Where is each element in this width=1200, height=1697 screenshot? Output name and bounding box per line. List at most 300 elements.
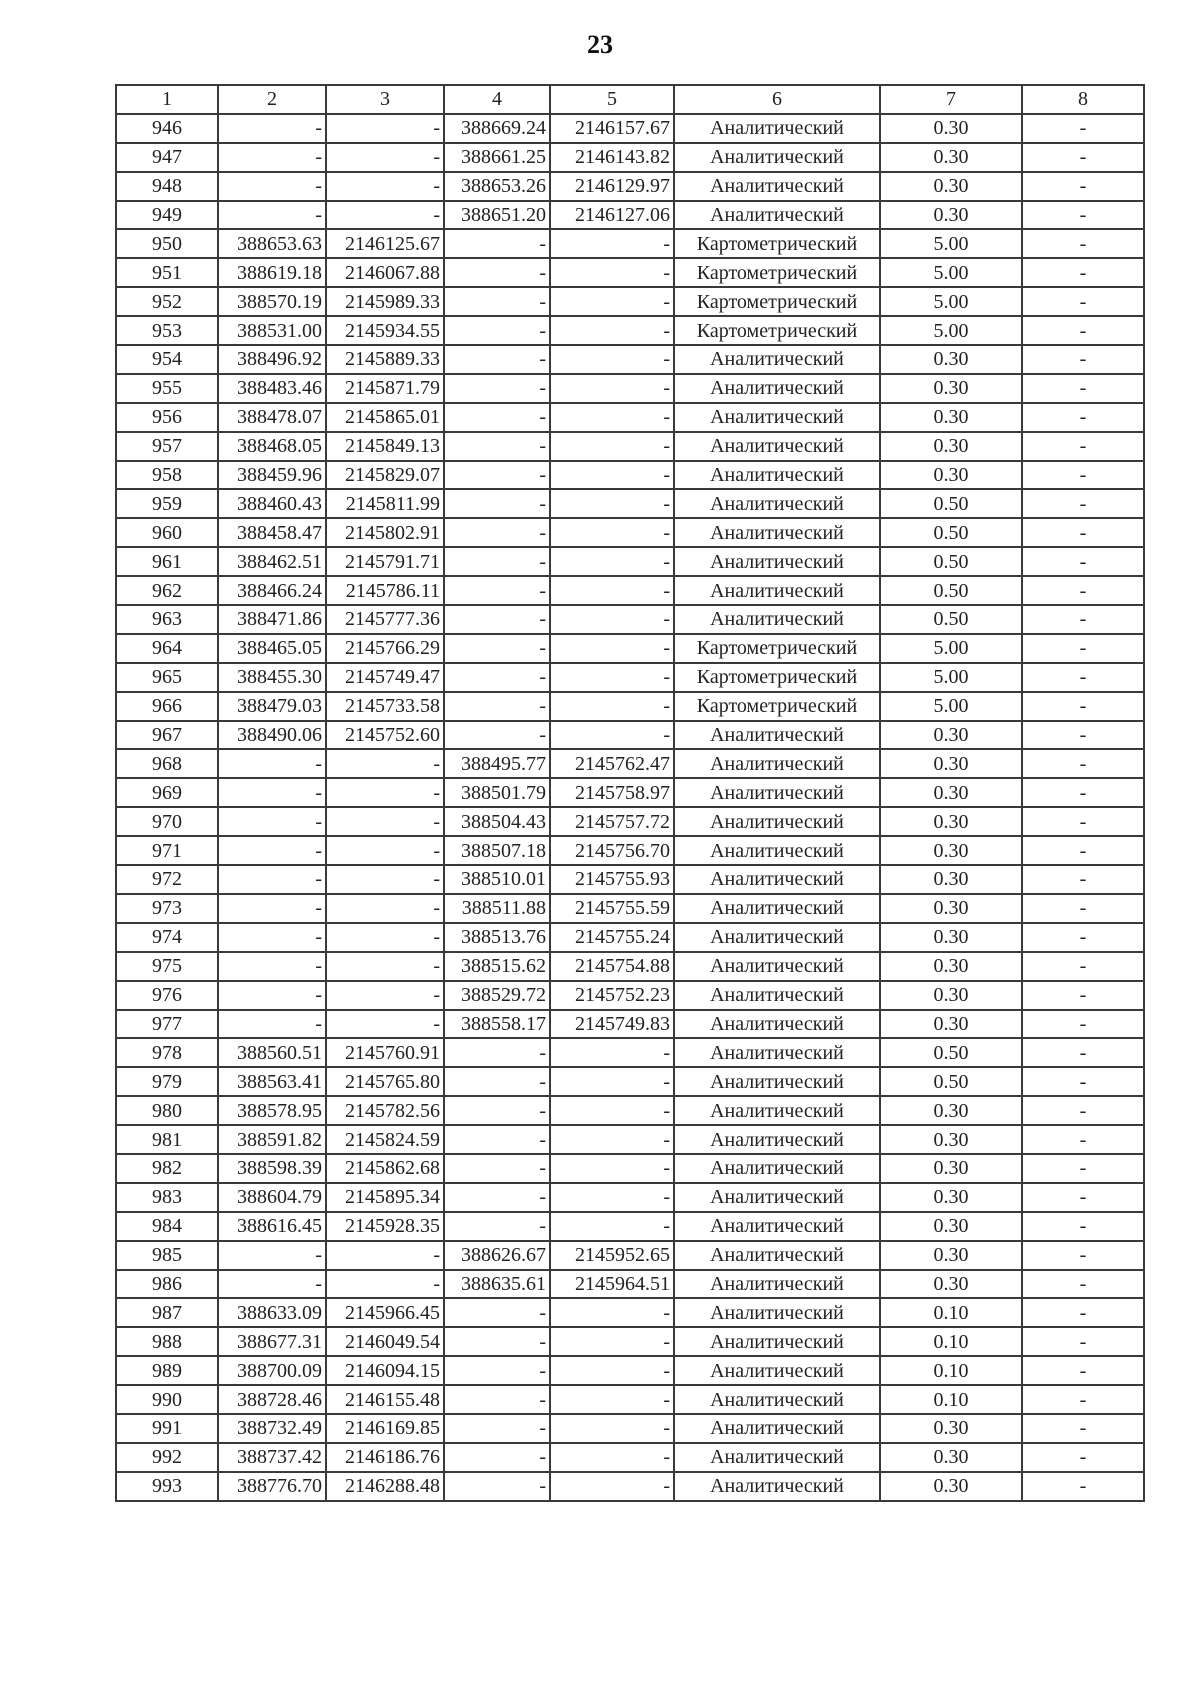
existing-x-cell: 388483.46 [218, 374, 326, 403]
accuracy-cell: 0.30 [880, 114, 1022, 143]
new-x-cell: 388661.25 [444, 143, 550, 172]
column-header: 6 [674, 85, 880, 114]
table-row [116, 1010, 1144, 1039]
table-row [116, 692, 1144, 721]
point-number-cell: 966 [116, 692, 218, 721]
accuracy-cell: 0.30 [880, 143, 1022, 172]
method-cell: Аналитический [674, 836, 880, 865]
coordinates-table [115, 84, 1145, 1502]
description-cell: - [1022, 663, 1144, 692]
point-number-cell: 979 [116, 1067, 218, 1096]
existing-y-cell: 2145966.45 [326, 1298, 444, 1327]
new-y-cell: - [550, 1183, 674, 1212]
description-cell: - [1022, 287, 1144, 316]
column-header: 2 [218, 85, 326, 114]
new-y-cell: - [550, 403, 674, 432]
column-header: 4 [444, 85, 550, 114]
new-y-cell: - [550, 1443, 674, 1472]
method-cell: Аналитический [674, 172, 880, 201]
new-y-cell: - [550, 1212, 674, 1241]
point-number-cell: 972 [116, 865, 218, 894]
description-cell: - [1022, 721, 1144, 750]
new-y-cell: - [550, 489, 674, 518]
new-y-cell: 2145749.83 [550, 1010, 674, 1039]
table-body [116, 85, 1144, 1501]
description-cell: - [1022, 461, 1144, 490]
existing-y-cell: 2145802.91 [326, 518, 444, 547]
method-cell: Аналитический [674, 952, 880, 981]
table-row [116, 143, 1144, 172]
method-cell: Аналитический [674, 143, 880, 172]
existing-y-cell: - [326, 1241, 444, 1270]
accuracy-cell: 0.50 [880, 489, 1022, 518]
new-x-cell: - [444, 634, 550, 663]
existing-y-cell: 2146288.48 [326, 1472, 444, 1501]
existing-y-cell: 2145765.80 [326, 1067, 444, 1096]
new-x-cell: - [444, 1356, 550, 1385]
accuracy-cell: 5.00 [880, 634, 1022, 663]
existing-x-cell: - [218, 981, 326, 1010]
accuracy-cell: 0.30 [880, 403, 1022, 432]
new-y-cell: 2145964.51 [550, 1270, 674, 1299]
description-cell: - [1022, 1010, 1144, 1039]
new-x-cell: - [444, 461, 550, 490]
point-number-cell: 949 [116, 201, 218, 230]
new-y-cell: 2145752.23 [550, 981, 674, 1010]
method-cell: Аналитический [674, 403, 880, 432]
description-cell: - [1022, 605, 1144, 634]
table-row [116, 981, 1144, 1010]
new-x-cell: - [444, 1212, 550, 1241]
new-x-cell: - [444, 518, 550, 547]
existing-y-cell: 2146049.54 [326, 1327, 444, 1356]
existing-x-cell: 388570.19 [218, 287, 326, 316]
new-x-cell: - [444, 1327, 550, 1356]
method-cell: Аналитический [674, 1125, 880, 1154]
existing-x-cell: 388455.30 [218, 663, 326, 692]
table-row [116, 1038, 1144, 1067]
table-row [116, 605, 1144, 634]
point-number-cell: 973 [116, 894, 218, 923]
existing-y-cell: 2145934.55 [326, 316, 444, 345]
new-y-cell: - [550, 1096, 674, 1125]
existing-x-cell: - [218, 172, 326, 201]
new-x-cell: - [444, 605, 550, 634]
accuracy-cell: 0.10 [880, 1327, 1022, 1356]
accuracy-cell: 0.10 [880, 1298, 1022, 1327]
accuracy-cell: 0.30 [880, 1125, 1022, 1154]
accuracy-cell: 5.00 [880, 316, 1022, 345]
new-y-cell: 2146129.97 [550, 172, 674, 201]
accuracy-cell: 0.30 [880, 1472, 1022, 1501]
accuracy-cell: 5.00 [880, 287, 1022, 316]
existing-y-cell: - [326, 749, 444, 778]
existing-y-cell: 2145862.68 [326, 1154, 444, 1183]
new-y-cell: - [550, 316, 674, 345]
existing-y-cell: 2145928.35 [326, 1212, 444, 1241]
new-x-cell: - [444, 1096, 550, 1125]
accuracy-cell: 0.30 [880, 721, 1022, 750]
point-number-cell: 988 [116, 1327, 218, 1356]
existing-x-cell: 388728.46 [218, 1385, 326, 1414]
existing-y-cell: - [326, 143, 444, 172]
description-cell: - [1022, 316, 1144, 345]
new-x-cell: - [444, 316, 550, 345]
existing-x-cell: 388479.03 [218, 692, 326, 721]
existing-y-cell: 2146169.85 [326, 1414, 444, 1443]
existing-x-cell: - [218, 865, 326, 894]
existing-x-cell: 388490.06 [218, 721, 326, 750]
method-cell: Картометрический [674, 316, 880, 345]
new-x-cell: 388669.24 [444, 114, 550, 143]
new-y-cell: 2145762.47 [550, 749, 674, 778]
table-row [116, 1067, 1144, 1096]
new-y-cell: - [550, 547, 674, 576]
existing-x-cell: - [218, 894, 326, 923]
new-y-cell: 2145754.88 [550, 952, 674, 981]
new-x-cell: 388651.20 [444, 201, 550, 230]
new-y-cell: - [550, 1472, 674, 1501]
point-number-cell: 978 [116, 1038, 218, 1067]
new-x-cell: - [444, 576, 550, 605]
method-cell: Картометрический [674, 692, 880, 721]
description-cell: - [1022, 1125, 1144, 1154]
description-cell: - [1022, 865, 1144, 894]
point-number-cell: 969 [116, 778, 218, 807]
new-x-cell: 388511.88 [444, 894, 550, 923]
table-row [116, 1414, 1144, 1443]
method-cell: Картометрический [674, 287, 880, 316]
column-header: 8 [1022, 85, 1144, 114]
accuracy-cell: 0.30 [880, 1270, 1022, 1299]
accuracy-cell: 0.30 [880, 172, 1022, 201]
point-number-cell: 964 [116, 634, 218, 663]
existing-y-cell: - [326, 865, 444, 894]
accuracy-cell: 0.30 [880, 1443, 1022, 1472]
new-x-cell: 388653.26 [444, 172, 550, 201]
method-cell: Аналитический [674, 518, 880, 547]
method-cell: Аналитический [674, 374, 880, 403]
description-cell: - [1022, 1385, 1144, 1414]
description-cell: - [1022, 1472, 1144, 1501]
new-x-cell: 388529.72 [444, 981, 550, 1010]
table-row [116, 894, 1144, 923]
table-row [116, 952, 1144, 981]
existing-y-cell: 2145989.33 [326, 287, 444, 316]
method-cell: Аналитический [674, 1183, 880, 1212]
new-y-cell: 2145757.72 [550, 807, 674, 836]
new-y-cell: - [550, 1125, 674, 1154]
new-y-cell: - [550, 721, 674, 750]
point-number-cell: 954 [116, 345, 218, 374]
table-row [116, 576, 1144, 605]
new-x-cell: - [444, 403, 550, 432]
description-cell: - [1022, 1154, 1144, 1183]
point-number-cell: 948 [116, 172, 218, 201]
new-x-cell: - [444, 258, 550, 287]
description-cell: - [1022, 692, 1144, 721]
table-row [116, 778, 1144, 807]
accuracy-cell: 0.30 [880, 1154, 1022, 1183]
description-cell: - [1022, 1298, 1144, 1327]
accuracy-cell: 0.30 [880, 201, 1022, 230]
existing-y-cell: 2145733.58 [326, 692, 444, 721]
point-number-cell: 976 [116, 981, 218, 1010]
existing-x-cell: - [218, 201, 326, 230]
existing-y-cell: 2145865.01 [326, 403, 444, 432]
accuracy-cell: 0.30 [880, 749, 1022, 778]
table-row [116, 923, 1144, 952]
accuracy-cell: 0.30 [880, 894, 1022, 923]
existing-x-cell: 388732.49 [218, 1414, 326, 1443]
new-x-cell: - [444, 1125, 550, 1154]
accuracy-cell: 0.50 [880, 1067, 1022, 1096]
description-cell: - [1022, 576, 1144, 605]
new-y-cell: - [550, 1356, 674, 1385]
new-y-cell: 2146127.06 [550, 201, 674, 230]
new-y-cell: 2145755.24 [550, 923, 674, 952]
new-y-cell: - [550, 634, 674, 663]
method-cell: Аналитический [674, 1241, 880, 1270]
point-number-cell: 959 [116, 489, 218, 518]
existing-x-cell: 388604.79 [218, 1183, 326, 1212]
new-y-cell: - [550, 1154, 674, 1183]
table-row [116, 1241, 1144, 1270]
new-y-cell: - [550, 461, 674, 490]
new-y-cell: - [550, 1067, 674, 1096]
method-cell: Аналитический [674, 576, 880, 605]
existing-x-cell: 388465.05 [218, 634, 326, 663]
existing-x-cell: 388478.07 [218, 403, 326, 432]
existing-x-cell: 388591.82 [218, 1125, 326, 1154]
description-cell: - [1022, 1183, 1144, 1212]
table-row [116, 807, 1144, 836]
description-cell: - [1022, 836, 1144, 865]
method-cell: Аналитический [674, 1327, 880, 1356]
new-x-cell: 388515.62 [444, 952, 550, 981]
existing-x-cell: - [218, 1010, 326, 1039]
existing-y-cell: - [326, 981, 444, 1010]
description-cell: - [1022, 489, 1144, 518]
description-cell: - [1022, 403, 1144, 432]
table-row [116, 229, 1144, 258]
existing-x-cell: 388531.00 [218, 316, 326, 345]
accuracy-cell: 5.00 [880, 258, 1022, 287]
existing-y-cell: 2145871.79 [326, 374, 444, 403]
existing-x-cell: - [218, 1270, 326, 1299]
point-number-cell: 953 [116, 316, 218, 345]
new-y-cell: - [550, 258, 674, 287]
new-x-cell: - [444, 489, 550, 518]
accuracy-cell: 0.50 [880, 576, 1022, 605]
description-cell: - [1022, 229, 1144, 258]
method-cell: Аналитический [674, 461, 880, 490]
description-cell: - [1022, 1270, 1144, 1299]
accuracy-cell: 0.50 [880, 518, 1022, 547]
new-x-cell: - [444, 229, 550, 258]
new-y-cell: - [550, 692, 674, 721]
description-cell: - [1022, 345, 1144, 374]
new-y-cell: - [550, 1298, 674, 1327]
existing-x-cell: 388460.43 [218, 489, 326, 518]
description-cell: - [1022, 1067, 1144, 1096]
method-cell: Аналитический [674, 1067, 880, 1096]
new-y-cell: 2145758.97 [550, 778, 674, 807]
new-y-cell: 2145952.65 [550, 1241, 674, 1270]
existing-x-cell: 388459.96 [218, 461, 326, 490]
existing-x-cell: - [218, 1241, 326, 1270]
accuracy-cell: 5.00 [880, 663, 1022, 692]
new-x-cell: - [444, 1443, 550, 1472]
method-cell: Аналитический [674, 1270, 880, 1299]
accuracy-cell: 0.30 [880, 432, 1022, 461]
table-row [116, 1212, 1144, 1241]
accuracy-cell: 0.10 [880, 1385, 1022, 1414]
new-x-cell: - [444, 721, 550, 750]
point-number-cell: 956 [116, 403, 218, 432]
existing-x-cell: 388563.41 [218, 1067, 326, 1096]
accuracy-cell: 0.10 [880, 1356, 1022, 1385]
existing-y-cell: 2145849.13 [326, 432, 444, 461]
existing-x-cell: 388737.42 [218, 1443, 326, 1472]
existing-y-cell: 2145791.71 [326, 547, 444, 576]
existing-x-cell: - [218, 114, 326, 143]
existing-x-cell: 388468.05 [218, 432, 326, 461]
point-number-cell: 946 [116, 114, 218, 143]
existing-x-cell: 388578.95 [218, 1096, 326, 1125]
method-cell: Аналитический [674, 201, 880, 230]
point-number-cell: 963 [116, 605, 218, 634]
method-cell: Картометрический [674, 258, 880, 287]
existing-y-cell: - [326, 923, 444, 952]
new-y-cell: - [550, 1038, 674, 1067]
column-header: 1 [116, 85, 218, 114]
method-cell: Аналитический [674, 432, 880, 461]
accuracy-cell: 0.30 [880, 981, 1022, 1010]
accuracy-cell: 0.30 [880, 1241, 1022, 1270]
existing-y-cell: 2146186.76 [326, 1443, 444, 1472]
existing-x-cell: - [218, 923, 326, 952]
existing-y-cell: 2145777.36 [326, 605, 444, 634]
point-number-cell: 970 [116, 807, 218, 836]
point-number-cell: 983 [116, 1183, 218, 1212]
method-cell: Аналитический [674, 605, 880, 634]
method-cell: Аналитический [674, 489, 880, 518]
point-number-cell: 984 [116, 1212, 218, 1241]
point-number-cell: 958 [116, 461, 218, 490]
point-number-cell: 993 [116, 1472, 218, 1501]
table-row [116, 1443, 1144, 1472]
accuracy-cell: 0.50 [880, 547, 1022, 576]
existing-y-cell: 2145786.11 [326, 576, 444, 605]
point-number-cell: 957 [116, 432, 218, 461]
existing-y-cell: - [326, 836, 444, 865]
description-cell: - [1022, 201, 1144, 230]
description-cell: - [1022, 981, 1144, 1010]
point-number-cell: 965 [116, 663, 218, 692]
new-y-cell: - [550, 518, 674, 547]
description-cell: - [1022, 1356, 1144, 1385]
existing-y-cell: - [326, 807, 444, 836]
point-number-cell: 950 [116, 229, 218, 258]
table-row [116, 1096, 1144, 1125]
existing-x-cell: 388653.63 [218, 229, 326, 258]
description-cell: - [1022, 172, 1144, 201]
point-number-cell: 962 [116, 576, 218, 605]
new-x-cell: - [444, 287, 550, 316]
existing-y-cell: - [326, 894, 444, 923]
new-x-cell: - [444, 1414, 550, 1443]
table-row [116, 518, 1144, 547]
existing-y-cell: - [326, 1010, 444, 1039]
table-row [116, 461, 1144, 490]
method-cell: Аналитический [674, 345, 880, 374]
existing-y-cell: 2145760.91 [326, 1038, 444, 1067]
point-number-cell: 955 [116, 374, 218, 403]
new-y-cell: - [550, 1414, 674, 1443]
new-x-cell: - [444, 1038, 550, 1067]
table-row [116, 172, 1144, 201]
new-x-cell: - [444, 1385, 550, 1414]
new-x-cell: 388501.79 [444, 778, 550, 807]
method-cell: Аналитический [674, 1385, 880, 1414]
accuracy-cell: 5.00 [880, 229, 1022, 258]
table-row [116, 1298, 1144, 1327]
existing-x-cell: 388776.70 [218, 1472, 326, 1501]
method-cell: Картометрический [674, 229, 880, 258]
point-number-cell: 977 [116, 1010, 218, 1039]
existing-x-cell: 388616.45 [218, 1212, 326, 1241]
point-number-cell: 990 [116, 1385, 218, 1414]
method-cell: Аналитический [674, 981, 880, 1010]
new-y-cell: 2146157.67 [550, 114, 674, 143]
existing-y-cell: 2145749.47 [326, 663, 444, 692]
column-header: 5 [550, 85, 674, 114]
table-row [116, 489, 1144, 518]
existing-x-cell: 388700.09 [218, 1356, 326, 1385]
new-x-cell: - [444, 1067, 550, 1096]
existing-x-cell: 388633.09 [218, 1298, 326, 1327]
description-cell: - [1022, 1038, 1144, 1067]
table-row [116, 1385, 1144, 1414]
accuracy-cell: 0.30 [880, 1183, 1022, 1212]
table-row [116, 663, 1144, 692]
description-cell: - [1022, 1443, 1144, 1472]
table-row [116, 1327, 1144, 1356]
description-cell: - [1022, 923, 1144, 952]
existing-y-cell: - [326, 172, 444, 201]
new-x-cell: - [444, 1298, 550, 1327]
description-cell: - [1022, 114, 1144, 143]
new-y-cell: - [550, 374, 674, 403]
new-x-cell: - [444, 374, 550, 403]
new-y-cell: 2145755.59 [550, 894, 674, 923]
new-x-cell: 388504.43 [444, 807, 550, 836]
method-cell: Аналитический [674, 1096, 880, 1125]
table-row [116, 1125, 1144, 1154]
existing-x-cell: 388466.24 [218, 576, 326, 605]
existing-x-cell: 388471.86 [218, 605, 326, 634]
method-cell: Аналитический [674, 1154, 880, 1183]
accuracy-cell: 0.50 [880, 1038, 1022, 1067]
table-row [116, 114, 1144, 143]
new-x-cell: - [444, 1472, 550, 1501]
existing-x-cell: 388619.18 [218, 258, 326, 287]
new-y-cell: - [550, 1385, 674, 1414]
description-cell: - [1022, 1212, 1144, 1241]
existing-y-cell: 2146155.48 [326, 1385, 444, 1414]
table-row [116, 749, 1144, 778]
